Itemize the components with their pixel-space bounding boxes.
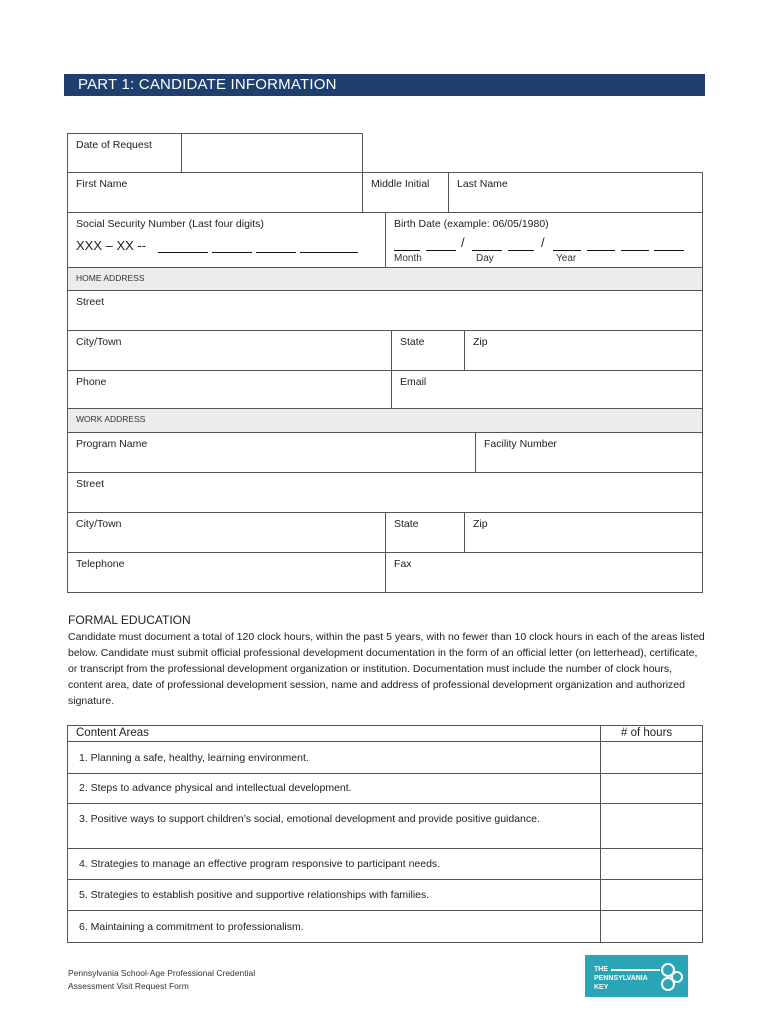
work-address-label: WORK ADDRESS	[76, 414, 146, 424]
content-areas-header	[67, 725, 601, 742]
home-city-field[interactable]	[67, 330, 392, 371]
birth-date-field[interactable]	[385, 212, 703, 268]
home-state-field[interactable]	[391, 330, 465, 371]
formal-education-title: FORMAL EDUCATION	[68, 613, 191, 627]
formal-education-paragraph: Candidate must document a total of 120 clock hours, within the past 5 years, with no fewer than 10 clock hours in each of the areas listed below. Candidate must submit official professional development documentation in the form of an official letter (on letterhead), certificate, or transcript from the professional development organization or institution. Documentation must include the number of clock hours, content area, date of professional development session, name and address of professional development organization and authorized signature.	[68, 631, 705, 707]
work-zip-field[interactable]	[464, 512, 703, 553]
state-label: State	[394, 518, 419, 530]
state-label: State	[400, 336, 425, 348]
hours-header	[600, 725, 703, 742]
ssn-digit-blank	[158, 252, 208, 253]
content-area-text: 3. Positive ways to support children’s social, emotional development and provide positive guidance.	[79, 813, 540, 825]
zip-label: Zip	[473, 336, 488, 348]
section-header	[64, 74, 705, 96]
date-of-request-label: Date of Request	[76, 139, 152, 151]
ssn-prefix: XXX – XX --	[76, 238, 147, 253]
date-slash: /	[541, 235, 545, 250]
ssn-field[interactable]	[67, 212, 386, 268]
footer-line: Assessment Visit Request Form	[68, 981, 189, 991]
content-area-text: 6. Maintaining a commitment to professionalism.	[79, 921, 304, 933]
home-phone-field[interactable]	[67, 370, 392, 409]
program-name-field[interactable]	[67, 432, 476, 473]
work-city-field[interactable]	[67, 512, 386, 553]
hours-heading: # of hours	[621, 727, 673, 739]
year-blank	[654, 250, 684, 251]
first-name-label: First Name	[76, 178, 128, 190]
year-blank	[553, 250, 581, 251]
content-area-row	[67, 848, 601, 880]
content-area-text: 4. Strategies to manage an effective program responsive to participant needs.	[79, 858, 441, 870]
svg-text:KEY: KEY	[594, 984, 609, 991]
date-slash: /	[461, 235, 465, 250]
ssn-digit-blank	[256, 252, 296, 253]
email-label: Email	[400, 376, 427, 388]
home-address-section	[67, 267, 703, 291]
hours-input[interactable]	[600, 741, 703, 774]
pennsylvania-key-logo	[585, 955, 688, 997]
first-name-field[interactable]	[67, 172, 363, 213]
content-area-row	[67, 741, 601, 774]
home-street-field[interactable]	[67, 290, 703, 331]
content-area-text: 2. Steps to advance physical and intellectual development.	[79, 782, 352, 794]
section-title: PART 1: CANDIDATE INFORMATION	[78, 76, 337, 93]
hours-input[interactable]	[600, 910, 703, 943]
program-name-label: Program Name	[76, 438, 148, 450]
day-label: Day	[476, 253, 494, 264]
facility-number-field[interactable]	[475, 432, 703, 473]
telephone-label: Telephone	[76, 558, 125, 570]
content-area-text: 1. Planning a safe, healthy, learning environment.	[79, 752, 309, 764]
home-email-field[interactable]	[391, 370, 703, 409]
street-label: Street	[76, 296, 105, 308]
footer-line: Pennsylvania School-Age Professional Credential	[68, 968, 256, 978]
ssn-digit-blank	[300, 252, 358, 253]
work-state-field[interactable]	[385, 512, 465, 553]
work-street-field[interactable]	[67, 472, 703, 513]
day-blank	[508, 250, 534, 251]
hours-input[interactable]	[600, 879, 703, 911]
svg-text:THE: THE	[594, 966, 608, 973]
ssn-digit-blank	[212, 252, 252, 253]
day-blank	[472, 250, 502, 251]
year-label: Year	[556, 253, 577, 264]
month-label: Month	[394, 253, 422, 264]
telephone-field[interactable]	[67, 552, 386, 593]
hours-input[interactable]	[600, 773, 703, 804]
facility-number-label: Facility Number	[484, 438, 557, 450]
hours-input[interactable]	[600, 848, 703, 880]
home-zip-field[interactable]	[464, 330, 703, 371]
last-name-field[interactable]	[448, 172, 703, 213]
year-blank	[587, 250, 615, 251]
birth-date-label: Birth Date (example: 06/05/1980)	[394, 218, 549, 230]
month-blank	[394, 250, 420, 251]
content-area-row	[67, 773, 601, 804]
ssn-label: Social Security Number (Last four digits)	[76, 218, 264, 230]
content-areas-heading: Content Areas	[76, 727, 149, 739]
home-address-label: HOME ADDRESS	[76, 273, 145, 283]
date-of-request-label-cell	[67, 133, 182, 173]
work-address-section	[67, 408, 703, 433]
fax-label: Fax	[394, 558, 412, 570]
svg-text:PENNSYLVANIA: PENNSYLVANIA	[594, 975, 648, 982]
content-area-row	[67, 803, 601, 849]
fax-field[interactable]	[385, 552, 703, 593]
content-area-row	[67, 879, 601, 911]
street-label: Street	[76, 478, 105, 490]
city-label: City/Town	[76, 336, 122, 348]
month-blank	[426, 250, 456, 251]
hours-input[interactable]	[600, 803, 703, 849]
city-label: City/Town	[76, 518, 122, 530]
zip-label: Zip	[473, 518, 488, 530]
middle-initial-field[interactable]	[362, 172, 449, 213]
key-logo-graphic	[585, 955, 688, 997]
content-area-row	[67, 910, 601, 943]
date-of-request-field[interactable]	[181, 133, 363, 173]
year-blank	[621, 250, 649, 251]
footer-text	[68, 967, 255, 993]
content-area-text: 5. Strategies to establish positive and supportive relationships with families.	[79, 889, 430, 901]
middle-initial-label: Middle Initial	[371, 178, 430, 190]
last-name-label: Last Name	[457, 178, 508, 190]
phone-label: Phone	[76, 376, 107, 388]
